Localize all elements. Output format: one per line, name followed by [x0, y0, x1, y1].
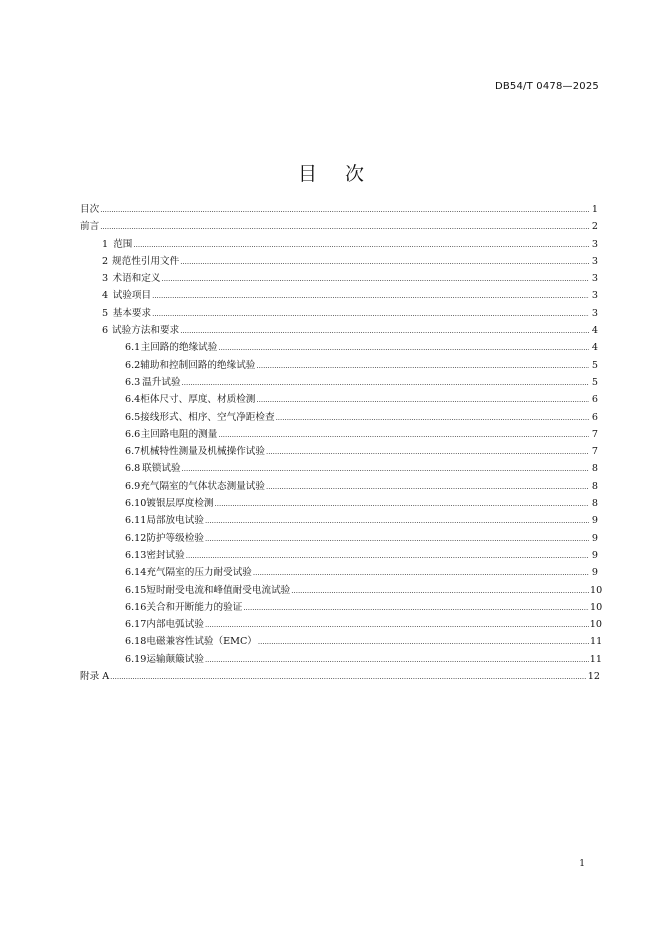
toc-leader-dots: [258, 633, 589, 651]
toc-entry-number: 6.11: [125, 515, 147, 527]
toc-entry-number: 6.18: [125, 636, 147, 648]
toc-leader-dots: [243, 599, 589, 617]
toc-entry-label: 接线形式、相序、空气净距检查: [140, 411, 275, 423]
title-char-2: 次: [345, 162, 365, 185]
toc-leader-dots: [180, 253, 589, 271]
toc-entry-page: 8: [591, 463, 598, 475]
toc-entry-number: 6.1: [125, 342, 141, 354]
toc-entry-page: 3: [591, 290, 598, 302]
toc-leader-dots: [186, 547, 589, 565]
toc-entry-number: 6.4: [125, 394, 141, 406]
toc-entry[interactable]: [80, 599, 603, 616]
toc-entry-page: 7: [591, 446, 598, 458]
toc-entry[interactable]: [80, 495, 598, 512]
toc-entry-label: 短时耐受电流和峰值耐受电流试验: [146, 584, 291, 596]
toc-entry-label: 电磁兼容性试验（EMC）: [146, 636, 257, 648]
toc-leader-dots: [205, 651, 589, 669]
toc-entry-page: 4: [591, 325, 598, 337]
page-number: 1: [579, 859, 585, 869]
toc-entry-number: 6.13: [125, 549, 147, 561]
toc-entry-number: 6.3: [125, 376, 141, 388]
toc-entry-label: 目次: [80, 204, 100, 215]
toc-entry[interactable]: [80, 512, 598, 529]
toc-entry-label: 机械特性测量及机械操作试验: [140, 446, 265, 458]
toc-entry[interactable]: [80, 409, 598, 426]
toc-entry-number: 5: [102, 307, 109, 319]
toc-entry-page: 8: [591, 480, 598, 492]
toc-entry-label: 范围: [113, 238, 133, 250]
toc-entry[interactable]: [80, 668, 598, 685]
toc-entry-number: 6.7: [125, 446, 141, 458]
toc-entry-page: 10: [590, 584, 603, 596]
toc-entry-page: 8: [591, 498, 598, 510]
toc-entry[interactable]: [80, 443, 598, 460]
toc-entry-number: 6.5: [125, 411, 141, 423]
toc-entry[interactable]: [80, 478, 598, 495]
toc-entry-page: 9: [591, 515, 598, 527]
toc-entry-label: 密封试验: [146, 549, 185, 561]
toc-entry-label: 试验项目: [112, 290, 152, 302]
toc-entry-page: 2: [591, 221, 598, 233]
toc-entry[interactable]: [80, 633, 603, 650]
toc-entry-page: 10: [590, 601, 603, 613]
toc-entry-page: 3: [591, 273, 598, 285]
toc-entry-number: 4: [102, 290, 109, 302]
toc-entry-page: 5: [591, 376, 598, 388]
toc-entry-number: 6.8: [125, 463, 141, 475]
toc-leader-dots: [218, 426, 589, 444]
toc-entry-page: 4: [591, 342, 598, 354]
toc-entry-page: 10: [589, 619, 602, 631]
toc-leader-dots: [256, 391, 589, 409]
toc-entry-number: 6.6: [125, 428, 141, 440]
toc-entry[interactable]: [80, 651, 602, 668]
toc-entry-number: 6.14: [125, 567, 147, 579]
toc-leader-dots: [180, 322, 589, 340]
toc-entry[interactable]: [80, 616, 602, 633]
toc-entry-number: 6.19: [125, 653, 147, 665]
toc-entry-label: 试验方法和要求: [112, 325, 180, 337]
toc-entry-label: 附录 A: [80, 671, 110, 683]
toc-leader-dots: [182, 374, 589, 392]
toc-entry-number: 3: [102, 273, 109, 285]
toc-entry-page: 3: [591, 255, 598, 267]
toc-entry-label: 内部电弧试验: [146, 619, 204, 631]
toc-leader-dots: [133, 236, 589, 254]
toc-entry-number: 6.2: [125, 359, 141, 371]
title-char-1: 目: [297, 162, 317, 185]
toc-entry-label: 基本要求: [112, 307, 152, 319]
toc-entry[interactable]: [80, 339, 598, 356]
toc-entry-page: 5: [591, 359, 598, 371]
toc-entry-label: 前言: [80, 221, 100, 233]
toc-leader-dots: [205, 512, 589, 530]
toc-leader-dots: [100, 218, 589, 236]
toc-entry-page: 9: [591, 532, 598, 544]
toc-entry-label: 充气隔室的压力耐受试验: [146, 567, 252, 579]
toc-entry[interactable]: [80, 460, 598, 477]
toc-entry-page: 6: [591, 394, 598, 406]
toc-entry-label: 防护等级检验: [146, 532, 204, 544]
toc-entry-label: 规范性引用文件: [112, 255, 180, 267]
toc-entry[interactable]: [80, 357, 598, 374]
toc-leader-dots: [256, 357, 589, 375]
toc-entry[interactable]: [80, 374, 598, 391]
toc-entry-label: 联锁试验: [142, 463, 181, 475]
toc-leader-dots: [152, 305, 589, 323]
toc-entry[interactable]: [80, 270, 598, 287]
table-of-contents: [80, 201, 603, 685]
toc-entry-page: 3: [591, 238, 598, 250]
toc-leader-dots: [218, 339, 589, 357]
toc-entry-label: 运输颠簸试验: [146, 653, 204, 665]
toc-entry-number: 6.15: [125, 584, 147, 596]
toc-entry[interactable]: [80, 218, 598, 235]
document-code: DB54/T 0478—2025: [494, 81, 599, 92]
toc-entry-label: 柜体尺寸、厚度、材质检测: [140, 394, 256, 406]
toc-entry[interactable]: [80, 287, 598, 304]
toc-entry[interactable]: [80, 201, 598, 218]
toc-entry-number: 2: [102, 255, 109, 267]
toc-entry-label: 主回路电阻的测量: [140, 428, 218, 440]
toc-entry[interactable]: [80, 547, 598, 564]
toc-leader-dots: [291, 582, 589, 600]
toc-leader-dots: [152, 287, 589, 305]
toc-leader-dots: [100, 201, 589, 219]
toc-entry[interactable]: [80, 426, 598, 443]
toc-entry-number: 6.10: [125, 498, 147, 510]
toc-entry-number: 6.17: [125, 619, 147, 631]
toc-entry[interactable]: [80, 391, 598, 408]
toc-leader-dots: [266, 443, 589, 461]
toc-entry-page: 9: [591, 549, 598, 561]
toc-entry-page: 12: [587, 671, 600, 683]
toc-entry-page: 9: [591, 567, 598, 579]
toc-leader-dots: [161, 270, 589, 288]
toc-entry-label: 温升试验: [142, 376, 181, 388]
toc-entry-page: 1: [591, 204, 598, 215]
toc-leader-dots: [205, 616, 589, 634]
toc-entry-label: 镀银层厚度检测: [146, 498, 214, 510]
toc-entry-number: 6: [102, 325, 109, 337]
toc-entry-label: 局部放电试验: [146, 515, 204, 527]
toc-leader-dots: [205, 530, 589, 548]
toc-entry-label: 术语和定义: [112, 273, 161, 285]
toc-entry[interactable]: [80, 305, 598, 322]
toc-entry[interactable]: [80, 236, 598, 253]
toc-entry-page: 3: [591, 307, 598, 319]
toc-entry-number: 6.12: [125, 532, 147, 544]
toc-entry[interactable]: [80, 582, 603, 599]
toc-leader-dots: [276, 409, 589, 427]
toc-entry-label: 主回路的绝缘试验: [140, 342, 218, 354]
toc-leader-dots: [110, 668, 587, 686]
toc-entry-number: 6.16: [125, 601, 147, 613]
toc-entry-number: 6.9: [125, 480, 141, 492]
toc-entry-page: 11: [589, 653, 602, 665]
toc-leader-dots: [266, 478, 589, 496]
toc-entry[interactable]: [80, 253, 598, 270]
toc-leader-dots: [215, 495, 589, 513]
toc-entry[interactable]: [80, 322, 598, 339]
toc-entry[interactable]: [80, 564, 598, 581]
toc-entry-label: 关合和开断能力的验证: [146, 601, 243, 613]
toc-entry-page: 7: [591, 428, 598, 440]
toc-entry-number: 1: [102, 238, 109, 250]
toc-entry-label: 充气隔室的气体状态测量试验: [140, 480, 265, 492]
toc-entry[interactable]: [80, 530, 598, 547]
toc-entry-label: 辅助和控制回路的绝缘试验: [140, 359, 256, 371]
toc-leader-dots: [182, 460, 589, 478]
toc-entry-page: 11: [590, 636, 603, 648]
toc-entry-page: 6: [591, 411, 598, 423]
page-title: [0, 159, 662, 186]
toc-leader-dots: [253, 564, 589, 582]
